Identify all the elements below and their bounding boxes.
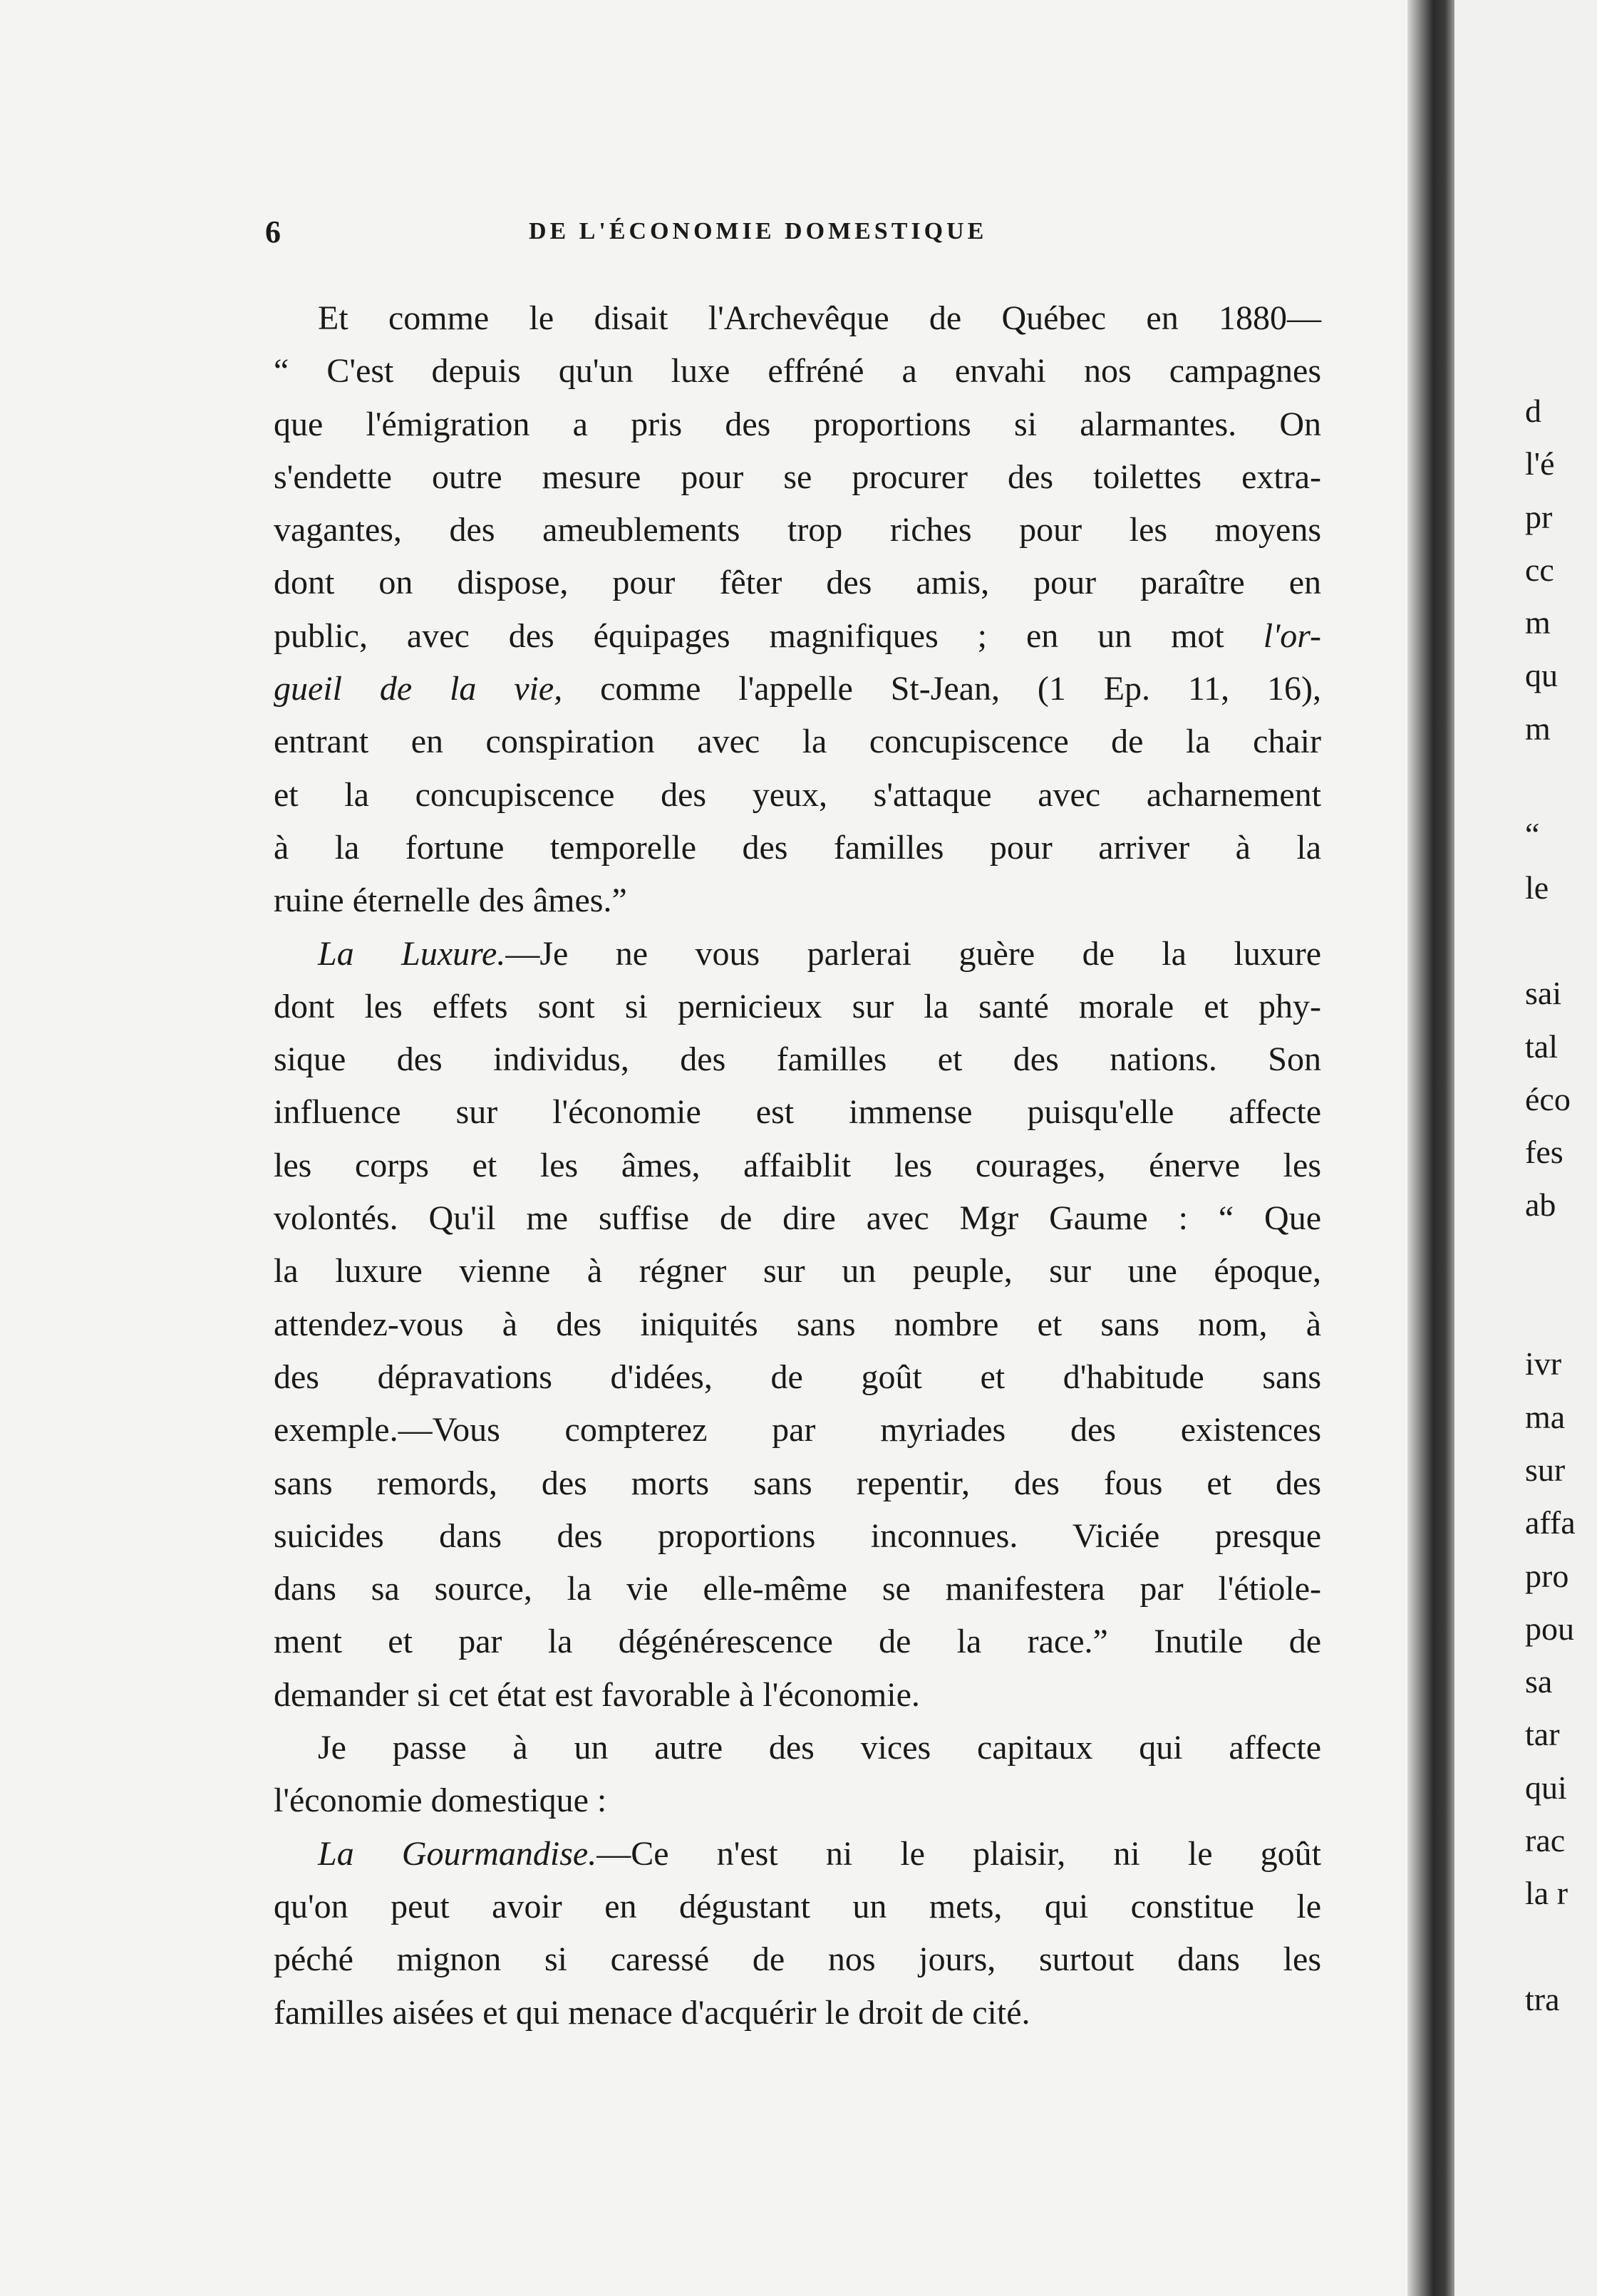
text-line: ruine éternelle des âmes.” (274, 881, 627, 920)
fragment-line: d (1525, 393, 1541, 429)
fragment-line (1525, 914, 1596, 967)
text-line: sans remords, des morts sans repentir, des fous et des (274, 1464, 1321, 1502)
fragment-line: tal (1525, 1028, 1558, 1065)
fragment-line: “ (1525, 816, 1540, 853)
fragment-line (1525, 1285, 1596, 1338)
text-line (274, 928, 1321, 981)
fragment-line: rac (1525, 1822, 1566, 1859)
text-segment: —Ce n'est ni le plaisir, ni le goût (596, 1834, 1321, 1873)
fragment-line: pro (1525, 1557, 1569, 1594)
fragment-line (1525, 755, 1596, 808)
fragment-line: m (1525, 710, 1551, 747)
text-line: Et comme le disait l'Archevêque de Québec en 1880— (318, 299, 1321, 337)
text-line: attendez-vous à des iniquités sans nombre et sans nom, à (274, 1305, 1321, 1343)
text-line: que l'émigration a pris des proportions si alarmantes. On (274, 405, 1321, 443)
fragment-line: sur (1525, 1451, 1566, 1488)
fragment-line: affa (1525, 1504, 1576, 1541)
fragment-line: le (1525, 869, 1549, 906)
text-line: à la fortune temporelle des familles pour arriver à la (274, 828, 1321, 867)
text-line: entrant en conspiration avec la concupiscence de la chair (274, 723, 1321, 761)
section-heading-gourmandise: La Gourmandise. (318, 1834, 597, 1873)
running-title: DE L'ÉCONOMIE DOMESTIQUE (529, 218, 988, 244)
text-line: la luxure vienne à régner sur un peuple, sur une époque, (274, 1252, 1321, 1291)
text-line: et la concupiscence des yeux, s'attaque avec acharnement (274, 775, 1321, 814)
fragment-line: l'é (1525, 445, 1555, 482)
text-line: volontés. Qu'il me suffise de dire avec Mgr Gaume : “ Que (274, 1199, 1321, 1238)
text-line: “ C'est depuis qu'un luxe effréné a envahi nos campagnes (274, 352, 1321, 391)
text-line: suicides dans des proportions inconnues. Viciée presque (274, 1516, 1321, 1555)
text-line: dont on dispose, pour fêter des amis, pour paraître en (274, 564, 1321, 602)
fragment-line: pou (1525, 1610, 1574, 1647)
text-line: Je passe à un autre des vices capitaux qui affecte (318, 1729, 1321, 1767)
text-line: dans sa source, la vie elle-même se manifestera par l'étiole- (274, 1570, 1321, 1608)
text-line: qu'on peut avoir en dégustant un mets, qui constitue le (274, 1887, 1321, 1925)
fragment-line: ma (1525, 1398, 1566, 1435)
fragment-line: qui (1525, 1769, 1567, 1806)
fragment-line: éco (1525, 1080, 1571, 1117)
text-line: influence sur l'économie est immense puisqu'elle affecte (274, 1093, 1321, 1132)
page-header (265, 214, 1320, 257)
fragment-line: qu (1525, 657, 1558, 694)
page-number: 6 (265, 214, 281, 249)
text-line: s'endette outre mesure pour se procurer des toilettes extra- (274, 457, 1321, 496)
text-line (274, 663, 1321, 715)
text-line: familles aisées et qui menace d'acquérir le droit de cité. (274, 1993, 1030, 2032)
text-segment: comme l'appelle St-Jean, (1 Ep. 11, 16), (600, 670, 1322, 708)
text-line: demander si cet état est favorable à l'économie. (274, 1675, 920, 1714)
text-line (274, 610, 1321, 663)
fragment-line: cc (1525, 551, 1554, 588)
body-text (274, 292, 1321, 2039)
text-line: sique des individus, des familles et des nations. Son (274, 1040, 1321, 1079)
fragment-line (1525, 1232, 1596, 1285)
right-page-fragments (1525, 385, 1596, 2026)
fragment-line: sa (1525, 1663, 1553, 1700)
text-line: exemple.—Vous compterez par myriades des existences (274, 1411, 1321, 1449)
text-line (274, 1828, 1321, 1881)
fragment-line: m (1525, 604, 1551, 641)
italic-segment: gueil de la vie, (274, 670, 563, 708)
fragment-line: tar (1525, 1716, 1560, 1753)
fragment-line: sai (1525, 975, 1562, 1012)
text-line: l'économie domestique : (274, 1782, 607, 1820)
text-segment: —Je ne vous parlerai guère de la luxure (505, 934, 1321, 973)
text-line: des dépravations d'idées, de goût et d'habitude sans (274, 1358, 1321, 1396)
fragment-line: pr (1525, 498, 1553, 535)
text-line: les corps et les âmes, affaiblit les courages, énerve les (274, 1146, 1321, 1184)
fragment-line: fes (1525, 1134, 1564, 1171)
fragment-line (1525, 1920, 1596, 1973)
section-heading-luxure: La Luxure. (318, 934, 506, 973)
book-gutter (1407, 0, 1454, 2296)
fragment-line: ab (1525, 1186, 1556, 1224)
italic-segment: l'or- (1263, 616, 1321, 655)
fragment-line: ivr (1525, 1345, 1562, 1382)
text-line: vagantes, des ameublements trop riches pour les moyens (274, 511, 1321, 549)
text-segment: public, avec des équipages magnifiques ; en un mot (274, 616, 1224, 655)
text-line: dont les effets sont si pernicieux sur la santé morale et phy- (274, 987, 1321, 1025)
fragment-line: tra (1525, 1980, 1560, 2017)
fragment-line: la r (1525, 1875, 1568, 1912)
text-line: péché mignon si caressé de nos jours, surtout dans les (274, 1940, 1321, 1979)
text-line: ment et par la dégénérescence de la race.” Inutile de (274, 1623, 1321, 1661)
